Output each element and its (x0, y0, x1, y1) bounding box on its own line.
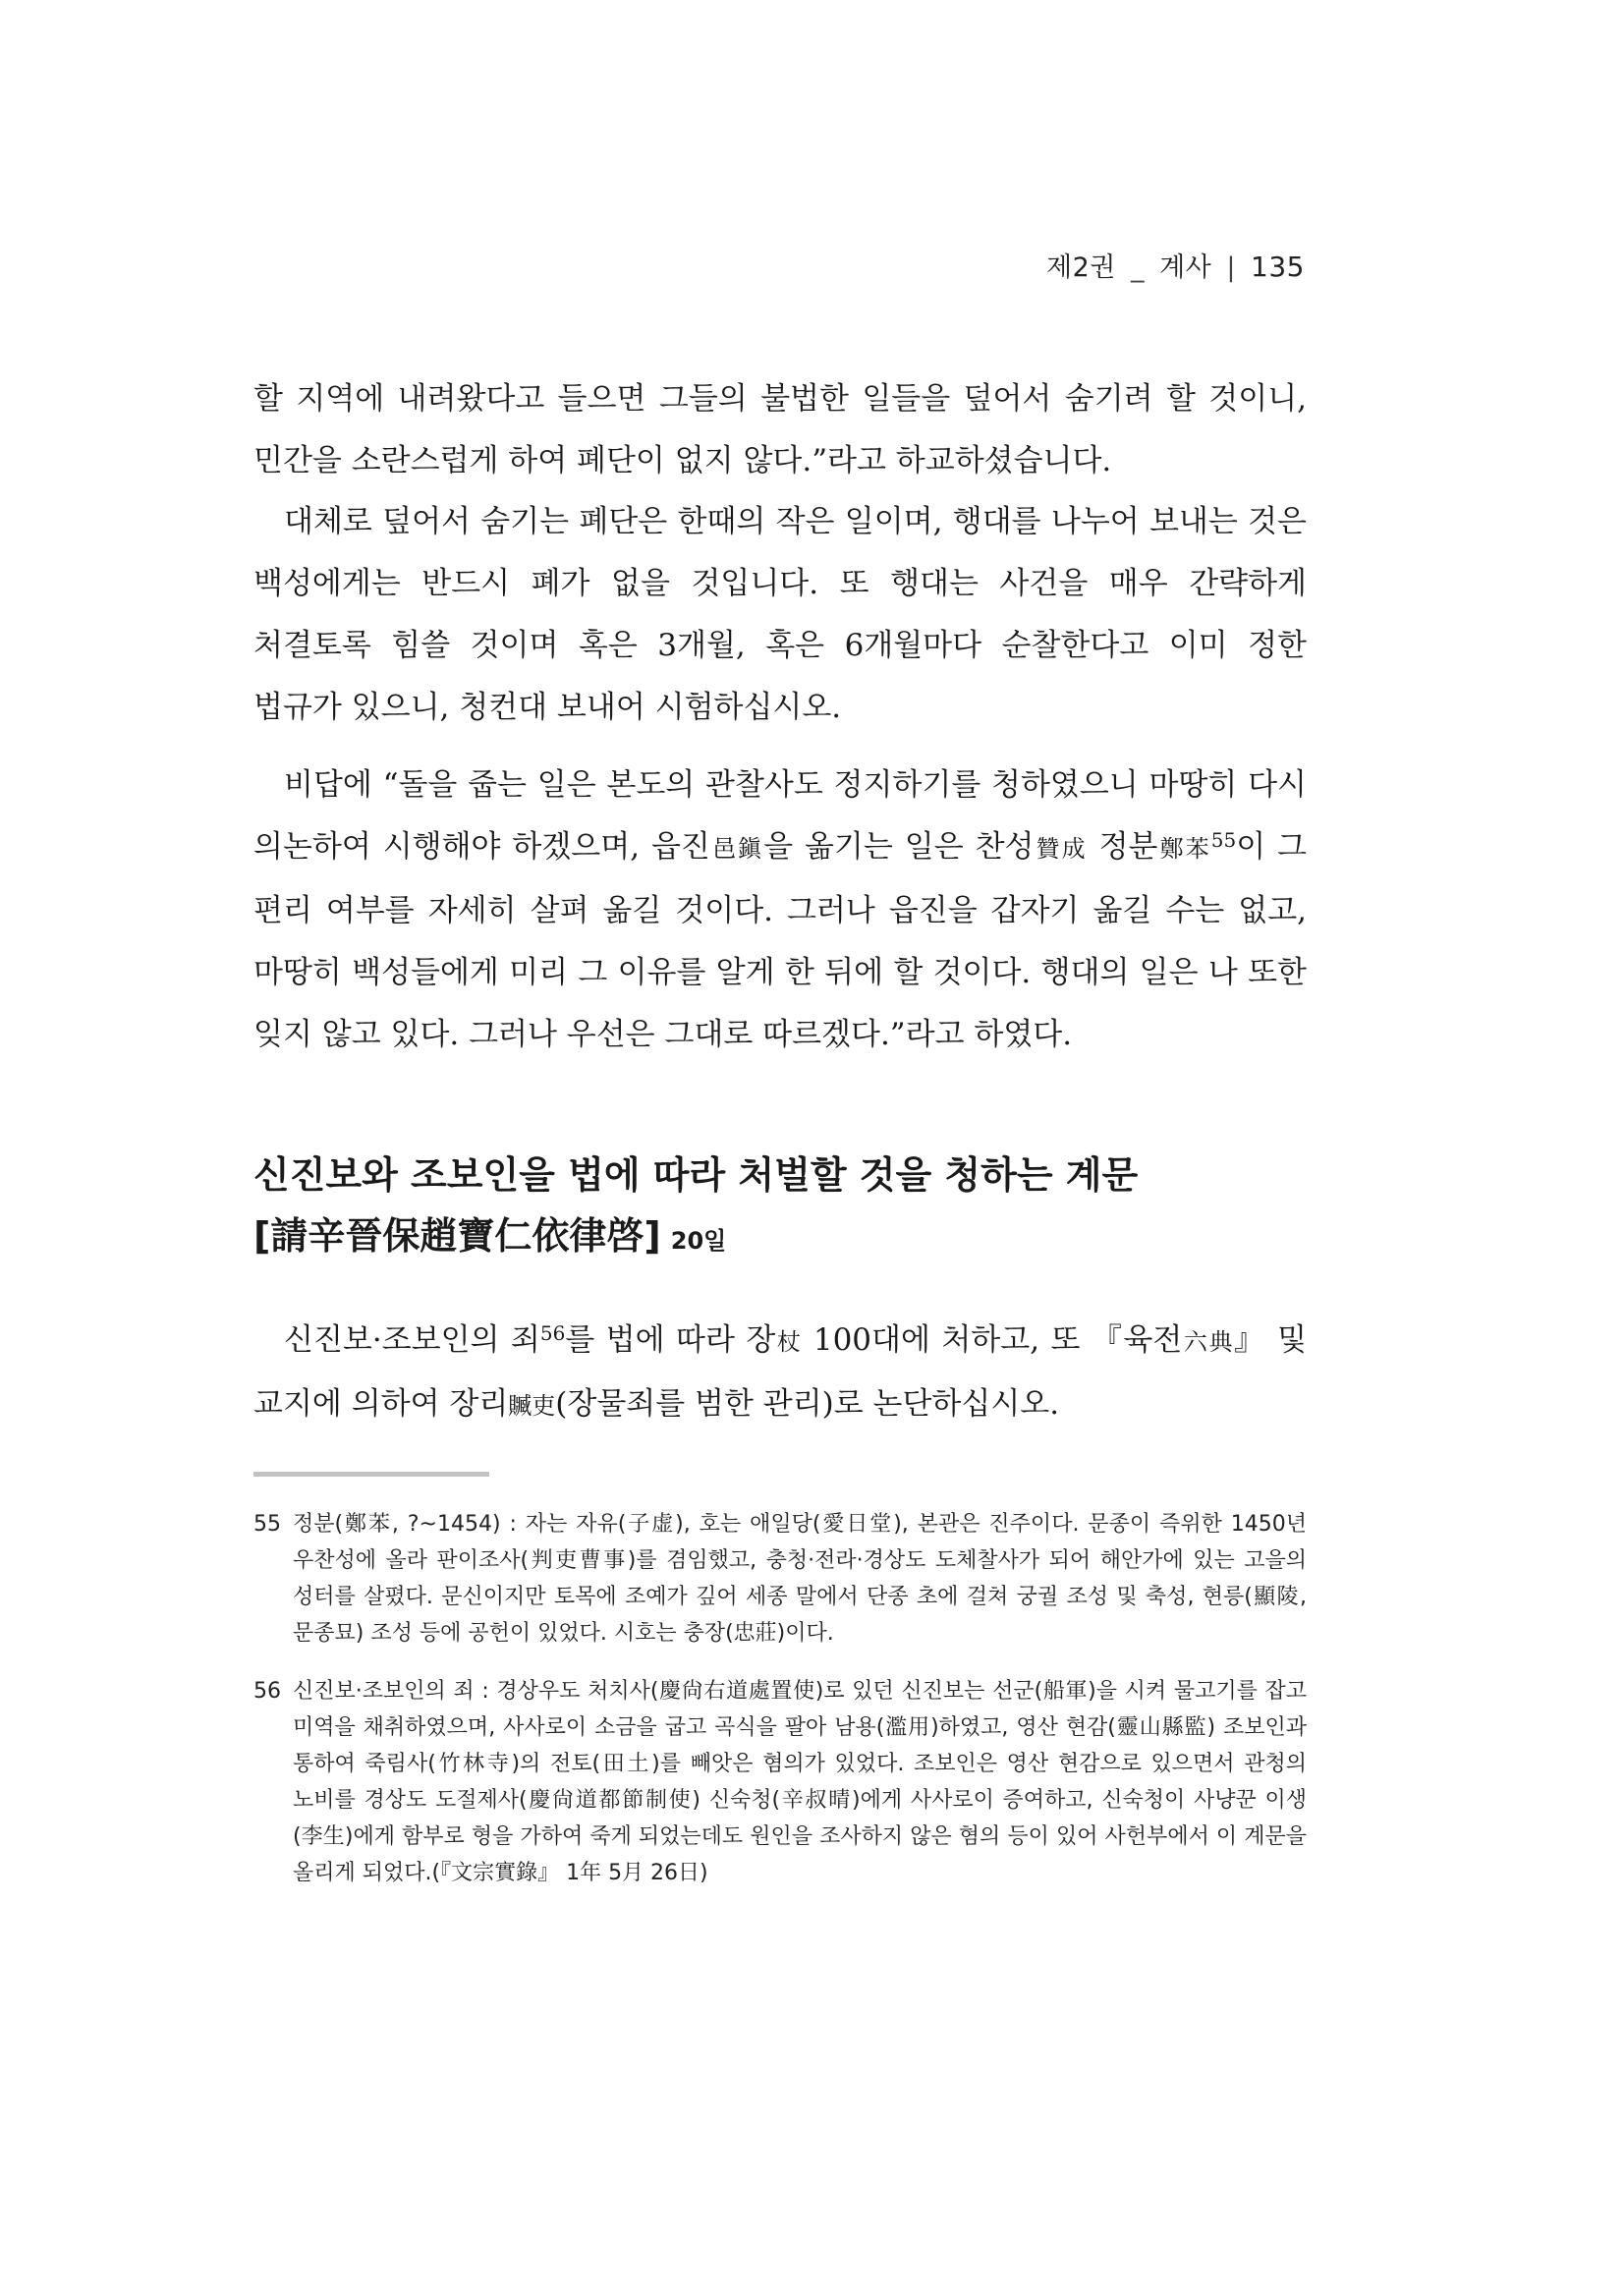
footnote-55-text: 정분(鄭苯, ?~1454) : 자는 자유(子虚), 호는 애일당(愛日堂), 본관은 진주이다. 문종이 즉위한 1450년 우찬성에 올라 판이조사(判吏曹事)를 겸임했고, 충청·전라·경상도 도체찰사가 되어 해안가에 있는 고을의 성터를 살폈다. 문신이지만 토목에 조예가 깊어 세종 말에서 단종 초에 걸쳐 궁궐 조성 및 축성, 현릉(顯陵, 문종묘) 조성 등에 공헌이 있었다. 시호는 충장(忠莊)이다. (293, 1512, 1307, 1646)
para3-text-1: 비답에 “돌을 줍는 일은 본도의 관찰사도 정지하기를 청하였으니 마땅히 다시 의논하여 시행해야 하겠으며, 읍진 (253, 767, 1307, 865)
header-bar: | (1226, 252, 1236, 283)
footnote-55-number: 55 (253, 1512, 281, 1537)
volume-label: 제2권 (1046, 252, 1116, 283)
body-paragraph-1: 할 지역에 내려왔다고 들으면 그들의 불법한 일들을 덮어서 숨기려 할 것이니, 민간을 소란스럽게 하여 폐단이 없지 않다.”라고 하교하셨습니다. (253, 381, 1307, 478)
para4-text-1: 신진보·조보인의 죄 (284, 1322, 540, 1358)
heading-date: 20일 (670, 1227, 727, 1255)
section-heading (253, 1145, 1307, 1271)
header-separator: _ (1130, 252, 1145, 283)
para3-hanja-2: 贊成 (1034, 835, 1088, 863)
para4-hanja-3: 贓吏 (508, 1392, 556, 1420)
body-paragraph-4 (253, 1310, 1307, 1437)
footnote-55 (253, 1506, 1307, 1652)
body-paragraph-3 (253, 755, 1307, 1066)
para3-hanja-3: 鄭苯 (1157, 835, 1211, 863)
footnote-56-text: 신진보·조보인의 죄 : 경상우도 처치사(慶尙右道處置使)로 있던 신진보는 선군(船軍)을 시켜 물고기를 잡고 미역을 채취하였으며, 사사로이 소금을 굽고 곡식을 팔아 남용(濫用)하였고, 영산 현감(靈山縣監) 조보인과 통하여 죽림사(竹林寺)의 전토(田土)를 빼앗은 혐의가 있었다. 조보인은 영산 현감으로 있으면서 관청의 노비를 경상도 도절제사(慶尙道都節制使) 신숙청(辛叔晴)에게 사사로이 증여하고, 신숙청이 사냥꾼 이생(李生)에게 함부로 형을 가하여 죽게 되었는데도 원인을 조사하지 않은 혐의 등이 있어 사헌부에서 이 계문을 올리게 되었다.(『文宗實錄』 1年 5月 26日) (293, 1679, 1307, 1885)
footnote-56 (253, 1673, 1307, 1891)
footnote-divider (253, 1472, 489, 1477)
para4-hanja-1: 杖 (775, 1328, 803, 1356)
page-number: 135 (1251, 251, 1305, 283)
footnote-ref-56[interactable]: 56 (539, 1321, 566, 1345)
para4-text-4: 』 및 교지에 의하여 장리 (253, 1322, 1308, 1422)
para3-text-2: 을 옮기는 일은 찬성 (763, 829, 1035, 865)
para4-hanja-2: 六典 (1182, 1328, 1235, 1356)
heading-korean: 신진보와 조보인을 법에 따라 처벌할 것을 청하는 계문 (253, 1153, 1139, 1197)
para3-text-4: 이 그 편리 여부를 자세히 살펴 옮길 것이다. 그러나 읍진을 갑자기 옮길 수는 없고, 마땅히 백성들에게 미리 그 이유를 알게 한 뒤에 할 것이다. 행대의 일은 나 또한 잊지 않고 있다. 그러나 우선은 그대로 따르겠다.”라고 하였다. (253, 829, 1308, 1052)
body-paragraph-2: 대체로 덮어서 숨기는 폐단은 한때의 작은 일이며, 행대를 나누어 보내는 것은 백성에게는 반드시 폐가 없을 것입니다. 또 행대는 사건을 매우 간략하게 처결토록 힘쓸 것이며 혹은 3개월, 혹은 6개월마다 순찰한다고 이미 정한 법규가 있으니, 청컨대 보내어 시험하십시오. (253, 504, 1307, 725)
para4-text-5: (장물죄를 범한 관리)로 논단하십시오. (555, 1386, 1060, 1422)
running-header (1046, 246, 1305, 284)
para3-hanja-1: 邑鎭 (709, 835, 764, 863)
footnote-ref-55[interactable]: 55 (1210, 828, 1237, 852)
footnote-56-number: 56 (253, 1679, 281, 1704)
heading-hanja: [請辛晉保趙寶仁依律啓] (253, 1214, 661, 1258)
para3-text-3: 정분 (1087, 829, 1158, 865)
para4-text-2: 를 법에 따라 장 (565, 1322, 776, 1358)
section-label: 계사 (1159, 252, 1212, 283)
para4-text-3: 100대에 처하고, 또 『육전 (802, 1322, 1183, 1358)
